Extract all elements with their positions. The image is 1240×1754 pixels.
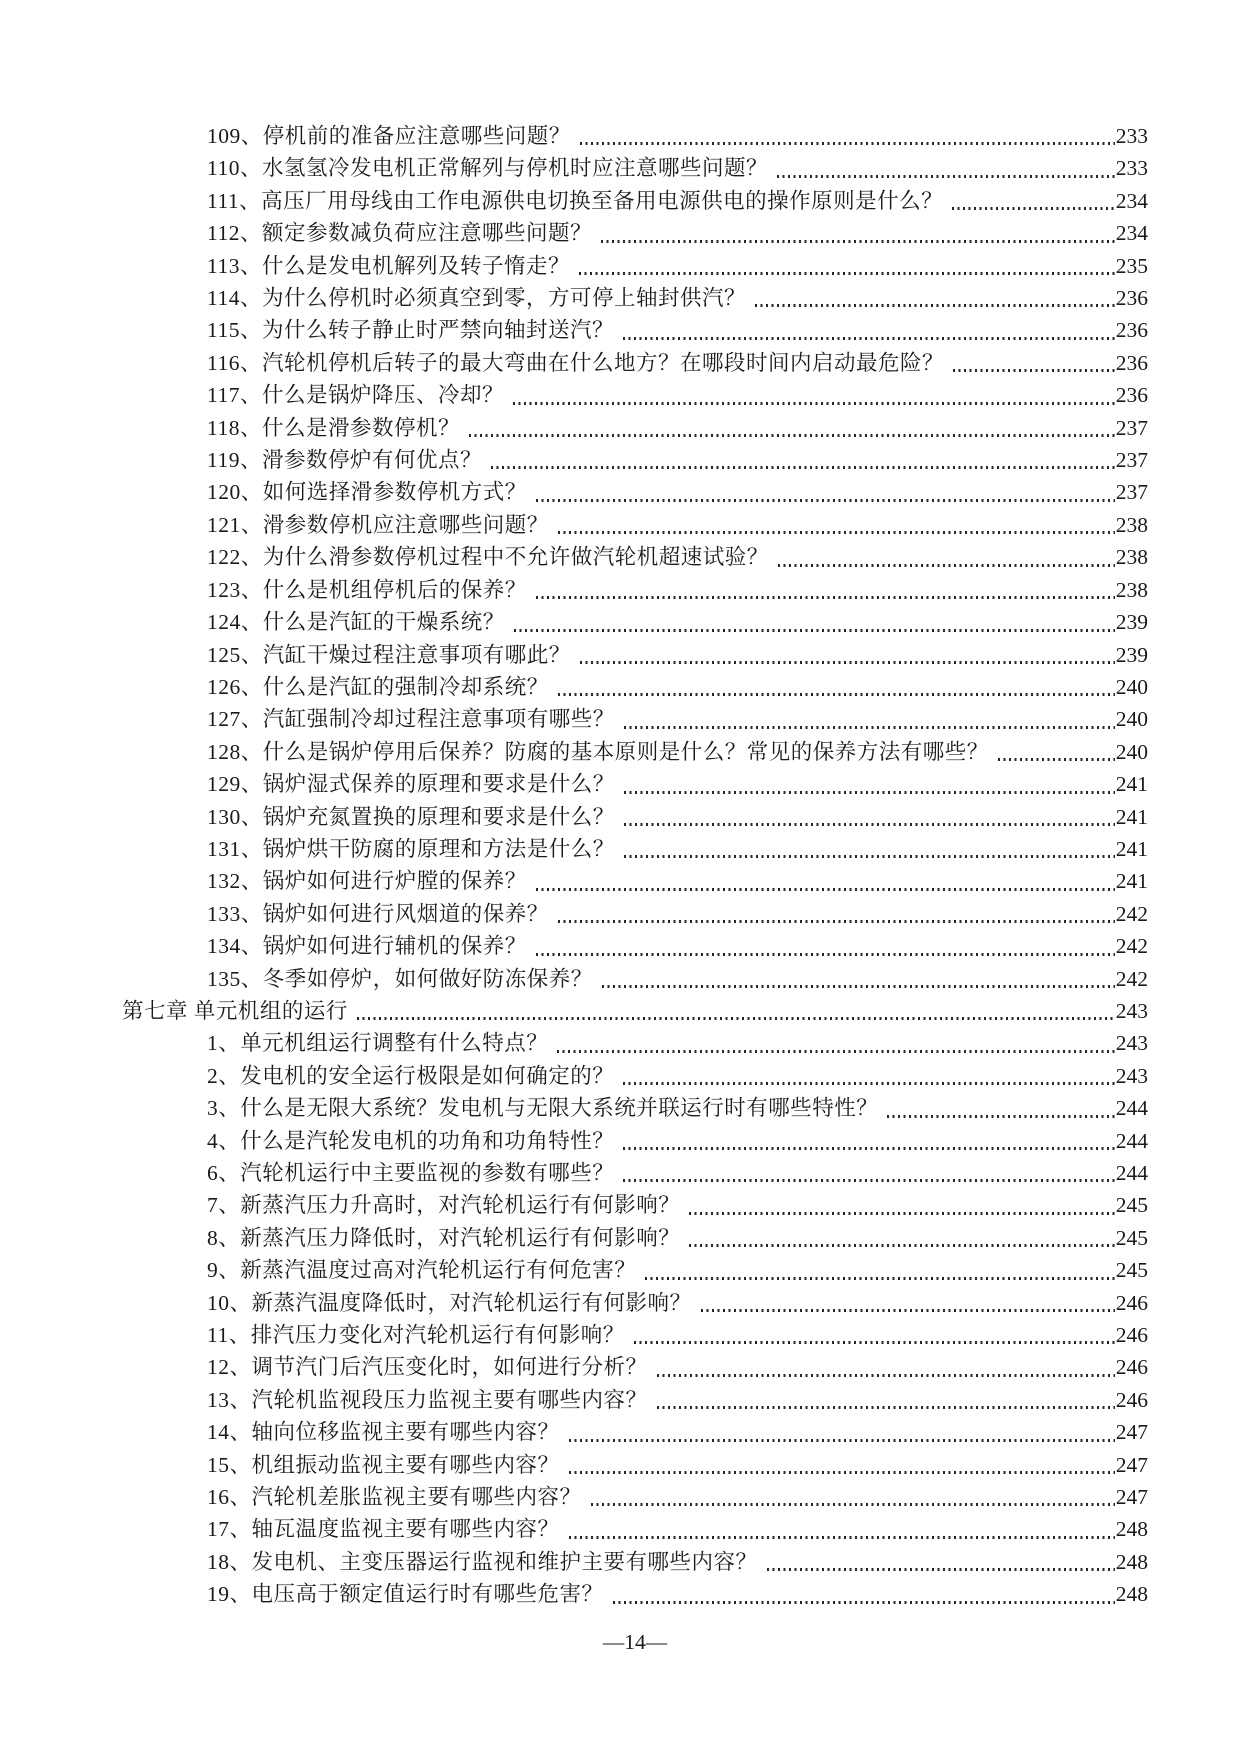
toc-entry: [122, 1546, 1148, 1578]
toc-entry-label: 4、什么是汽轮发电机的功角和功角特性？: [207, 1128, 615, 1153]
dot-leader: [701, 1309, 1115, 1312]
toc-entry: [122, 412, 1148, 444]
toc-entry: [122, 1449, 1148, 1481]
dot-leader: [777, 175, 1115, 178]
toc-entry-label: 123、什么是机组停机后的保养？: [207, 577, 527, 602]
toc-entry-page: 245: [1115, 1225, 1148, 1250]
toc-entry: [122, 1157, 1148, 1189]
toc-entry-label: 117、什么是锅炉降压、冷却？: [207, 383, 504, 408]
dot-leader: [579, 272, 1115, 275]
toc-entry-page: 234: [1115, 188, 1148, 213]
toc-entry: [122, 509, 1148, 541]
toc-entry-label: 第七章 单元机组的运行: [122, 998, 348, 1023]
dot-leader: [755, 304, 1115, 307]
toc-entry-page: 241: [1115, 772, 1148, 797]
toc-entry-label: 118、什么是滑参数停机？: [207, 415, 460, 440]
toc-entry-page: 236: [1115, 318, 1148, 343]
dot-leader: [601, 240, 1115, 243]
toc-entry-page: 233: [1115, 156, 1148, 181]
dot-leader: [591, 1503, 1115, 1506]
dot-leader: [514, 629, 1115, 632]
toc-entry-label: 16、汽轮机差胀监视主要有哪些内容？: [207, 1485, 582, 1510]
toc-entry-label: 133、锅炉如何进行风烟道的保养？: [207, 901, 549, 926]
toc-entry-page: 243: [1115, 998, 1148, 1023]
toc-entry-page: 240: [1115, 674, 1148, 699]
dot-leader: [623, 337, 1115, 340]
toc-entry-label: 1、单元机组运行调整有什么特点？: [207, 1031, 549, 1056]
toc-entry-label: 134、锅炉如何进行辅机的保养？: [207, 934, 527, 959]
dot-leader: [624, 726, 1115, 729]
toc-entry-label: 2、发电机的安全运行极限是如何确定的？: [207, 1063, 615, 1088]
toc-entry-label: 17、轴瓦温度监视主要有哪些内容？: [207, 1517, 560, 1542]
toc-entry-label: 110、水氢氢冷发电机正常解列与停机时应注意哪些问题？: [207, 156, 768, 181]
toc-entry-page: 237: [1115, 415, 1148, 440]
dot-leader: [569, 1471, 1115, 1474]
toc-entry-label: 124、什么是汽缸的干燥系统？: [207, 610, 505, 635]
toc-entry-page: 236: [1115, 286, 1148, 311]
toc-entry-label: 135、冬季如停炉，如何做好防冻保养？: [207, 966, 593, 991]
toc-entry-page: 242: [1115, 966, 1148, 991]
toc-entry-label: 3、什么是无限大系统？发电机与无限大系统并联运行时有哪些特性？: [207, 1096, 879, 1121]
toc-entry-page: 247: [1115, 1485, 1148, 1510]
toc-entry: [122, 574, 1148, 606]
toc-entry-page: 247: [1115, 1452, 1148, 1477]
toc-entry-label: 8、新蒸汽压力降低时，对汽轮机运行有何影响？: [207, 1225, 681, 1250]
toc-entry: [122, 963, 1148, 995]
toc-entry: [122, 185, 1148, 217]
toc-entry-label: 121、滑参数停机应注意哪些问题？: [207, 512, 549, 537]
toc-entry: [122, 282, 1148, 314]
toc-entry-page: 246: [1115, 1290, 1148, 1315]
toc-entry-label: 18、发电机、主变压器运行监视和维护主要有哪些内容？: [207, 1549, 758, 1574]
toc-entry: [122, 1189, 1148, 1221]
toc-entry-label: 129、锅炉湿式保养的原理和要求是什么？: [207, 772, 615, 797]
toc-entry: [122, 120, 1148, 152]
toc-entry: [122, 1027, 1148, 1059]
toc-entry-page: 244: [1115, 1128, 1148, 1153]
toc-entry: [122, 541, 1148, 573]
toc-entry-label: 19、电压高于额定值运行时有哪些危害？: [207, 1582, 604, 1607]
dot-leader: [513, 402, 1115, 405]
toc-entry: [122, 703, 1148, 735]
toc-entry-label: 130、锅炉充氮置换的原理和要求是什么？: [207, 804, 615, 829]
toc-entry-page: 238: [1115, 512, 1148, 537]
dot-leader: [558, 920, 1115, 923]
toc-entry: [122, 768, 1148, 800]
toc-entry-page: 240: [1115, 739, 1148, 764]
toc-entry-page: 243: [1115, 1063, 1148, 1088]
toc-entry-label: 122、为什么滑参数停机过程中不允许做汽轮机超速试验？: [207, 545, 769, 570]
toc-entry: [122, 865, 1148, 897]
toc-entry-page: 238: [1115, 545, 1148, 570]
toc-entry-label: 115、为什么转子静止时严禁向轴封送汽？: [207, 318, 614, 343]
toc-entry: [122, 898, 1148, 930]
toc-entry-page: 248: [1115, 1517, 1148, 1542]
toc-entry: [122, 347, 1148, 379]
toc-entry-page: 241: [1115, 804, 1148, 829]
dot-leader: [469, 434, 1115, 437]
toc-entry-page: 233: [1115, 124, 1148, 148]
dot-leader: [491, 466, 1115, 469]
page-number-footer: —14—: [602, 1630, 668, 1654]
toc-entry-page: 246: [1115, 1387, 1148, 1412]
toc-entry: [122, 1481, 1148, 1513]
toc-entry-page: 236: [1115, 383, 1148, 408]
dot-leader: [623, 1147, 1114, 1150]
toc-entry-label: 10、新蒸汽温度降低时，对汽轮机运行有何影响？: [207, 1290, 692, 1315]
toc-entry-page: 240: [1115, 707, 1148, 732]
toc-entry-label: 7、新蒸汽压力升高时，对汽轮机运行有何影响？: [207, 1193, 681, 1218]
toc-entry: [122, 1384, 1148, 1416]
toc-entry: [122, 1254, 1148, 1286]
dot-leader: [689, 1244, 1114, 1247]
toc-entry-page: 246: [1115, 1323, 1148, 1348]
toc-entry-label: 14、轴向位移监视主要有哪些内容？: [207, 1420, 560, 1445]
dot-leader: [558, 693, 1115, 696]
dot-leader: [569, 1536, 1115, 1539]
toc-entry-page: 236: [1115, 350, 1148, 375]
toc-entry-label: 131、锅炉烘干防腐的原理和方法是什么？: [207, 836, 615, 861]
toc-entry-label: 112、额定参数减负荷应注意哪些问题？: [207, 221, 592, 246]
toc-entry: [122, 476, 1148, 508]
dot-leader: [998, 758, 1115, 761]
toc-entry-page: 248: [1115, 1582, 1148, 1607]
toc-entry: [122, 1351, 1148, 1383]
toc-entry-page: 244: [1115, 1096, 1148, 1121]
toc-entry: [122, 250, 1148, 282]
toc-entry-label: 114、为什么停机时必须真空到零，方可停上轴封供汽？: [207, 286, 746, 311]
toc-entry-label: 127、汽缸强制冷却过程注意事项有哪些？: [207, 707, 615, 732]
toc-entry-label: 132、锅炉如何进行炉膛的保养？: [207, 869, 527, 894]
dot-leader: [624, 823, 1115, 826]
toc-entry: [122, 379, 1148, 411]
dot-leader: [357, 1017, 1115, 1020]
toc-entry: [122, 606, 1148, 638]
toc-entry: [122, 217, 1148, 249]
toc-entry-page: 241: [1115, 836, 1148, 861]
dot-leader: [623, 1179, 1114, 1182]
toc-entry-label: 13、汽轮机监视段压力监视主要有哪些内容？: [207, 1387, 648, 1412]
toc-entry-page: 245: [1115, 1193, 1148, 1218]
toc-entry-label: 116、汽轮机停机后转子的最大弯曲在什么地方？在哪段时间内启动最危险？: [207, 350, 944, 375]
toc-entry-page: 247: [1115, 1420, 1148, 1445]
dot-leader: [952, 207, 1115, 210]
toc-entry: [122, 671, 1148, 703]
toc-entry-label: 125、汽缸干燥过程注意事项有哪此？: [207, 642, 571, 667]
toc-entry: [122, 1092, 1148, 1124]
toc-entry: [122, 833, 1148, 865]
toc-chapter-entry: [122, 995, 1148, 1027]
toc-entry-label: 6、汽轮机运行中主要监视的参数有哪些？: [207, 1161, 615, 1185]
toc-entry: [122, 1287, 1148, 1319]
dot-leader: [536, 888, 1115, 891]
toc-list: [122, 120, 1148, 1611]
toc-entry-page: 239: [1115, 642, 1148, 667]
toc-entry-page: 248: [1115, 1549, 1148, 1574]
dot-leader: [624, 791, 1115, 794]
toc-entry-page: 234: [1115, 221, 1148, 246]
dot-leader: [645, 1277, 1114, 1280]
toc-entry: [122, 736, 1148, 768]
dot-leader: [569, 1439, 1115, 1442]
toc-entry-label: 12、调节汽门后汽压变化时，如何进行分析？: [207, 1355, 648, 1380]
toc-entry: [122, 1060, 1148, 1092]
toc-entry-label: 113、什么是发电机解列及转子惰走？: [207, 253, 570, 278]
dot-leader: [557, 1050, 1114, 1053]
toc-entry-label: 109、停机前的准备应注意哪些问题？: [207, 124, 571, 148]
toc-entry: [122, 639, 1148, 671]
toc-entry-label: 120、如何选择滑参数停机方式？: [207, 480, 527, 505]
toc-entry-label: 128、什么是锅炉停用后保养？防腐的基本原则是什么？常见的保养方法有哪些？: [207, 739, 989, 764]
toc-entry: [122, 1416, 1148, 1448]
toc-entry-label: 111、高压厂用母线由工作电源供电切换至备用电源供电的操作原则是什么？: [207, 188, 944, 213]
toc-entry-label: 126、什么是汽缸的强制冷却系统？: [207, 674, 549, 699]
dot-leader: [536, 596, 1115, 599]
dot-leader: [624, 855, 1115, 858]
toc-entry: [122, 1319, 1148, 1351]
toc-entry: [122, 1513, 1148, 1545]
dot-leader: [953, 369, 1115, 372]
toc-entry-page: 238: [1115, 577, 1148, 602]
dot-leader: [778, 564, 1115, 567]
toc-entry-page: 241: [1115, 869, 1148, 894]
toc-entry-page: 242: [1115, 934, 1148, 959]
toc-entry-page: 235: [1115, 253, 1148, 278]
dot-leader: [558, 531, 1115, 534]
dot-leader: [580, 661, 1115, 664]
dot-leader: [580, 142, 1115, 145]
dot-leader: [657, 1374, 1115, 1377]
dot-leader: [613, 1601, 1115, 1604]
toc-entry-page: 246: [1115, 1355, 1148, 1380]
toc-entry: [122, 444, 1148, 476]
toc-entry-page: 244: [1115, 1161, 1148, 1185]
dot-leader: [767, 1568, 1115, 1571]
toc-entry-page: 237: [1115, 448, 1148, 473]
toc-entry: [122, 1578, 1148, 1610]
dot-leader: [657, 1406, 1115, 1409]
toc-entry-label: 11、排汽压力变化对汽轮机运行有何影响？: [207, 1323, 625, 1348]
dot-leader: [602, 985, 1115, 988]
toc-entry-page: 245: [1115, 1258, 1148, 1283]
dot-leader: [536, 499, 1115, 502]
toc-entry: [122, 801, 1148, 833]
dot-leader: [536, 953, 1115, 956]
dot-leader: [887, 1115, 1114, 1118]
toc-entry-page: 242: [1115, 901, 1148, 926]
toc-entry-label: 15、机组振动监视主要有哪些内容？: [207, 1452, 560, 1477]
toc-entry-label: 119、滑参数停炉有何优点？: [207, 448, 482, 473]
toc-entry-page: 243: [1115, 1031, 1148, 1056]
toc-entry: [122, 1125, 1148, 1157]
dot-leader: [634, 1341, 1115, 1344]
toc-entry: [122, 1222, 1148, 1254]
toc-entry-page: 237: [1115, 480, 1148, 505]
toc-entry-label: 9、新蒸汽温度过高对汽轮机运行有何危害？: [207, 1258, 637, 1283]
dot-leader: [689, 1212, 1114, 1215]
toc-entry: [122, 314, 1148, 346]
dot-leader: [623, 1082, 1114, 1085]
toc-entry-page: 239: [1115, 610, 1148, 635]
toc-entry: [122, 930, 1148, 962]
toc-entry: [122, 152, 1148, 184]
